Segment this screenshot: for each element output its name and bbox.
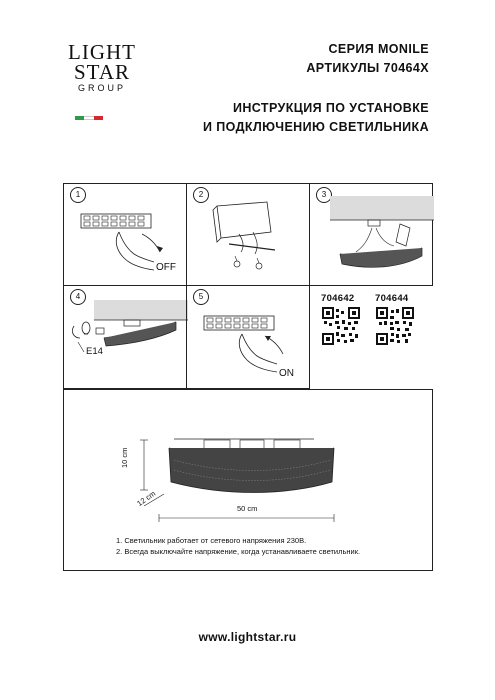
- qr-code-icon: [376, 307, 414, 345]
- dimensions-panel: [63, 389, 433, 571]
- depth-dimension: 12 cm: [135, 488, 158, 509]
- off-label: OFF: [156, 262, 176, 273]
- article-code-1: 704642: [321, 293, 355, 304]
- bulb-install-illustration: [64, 286, 188, 390]
- width-dimension: 50 cm: [237, 504, 258, 513]
- step-number: 3: [316, 187, 332, 203]
- note-2: 2. Всегда выключайте напряжение, когда устанавливаете светильник.: [116, 546, 361, 556]
- height-dimension: 10 cm: [120, 447, 129, 468]
- logo-line3: GROUP: [77, 83, 126, 93]
- series-title: СЕРИЯ MONILE: [328, 42, 429, 56]
- on-label: ON: [279, 368, 294, 379]
- instruction-title-line1: ИНСТРУКЦИЯ ПО УСТАНОВКЕ: [232, 101, 429, 115]
- fixture-attach-illustration: [310, 184, 434, 287]
- brand-logo: [62, 42, 142, 94]
- step-number: 5: [193, 289, 209, 305]
- step-number: 4: [70, 289, 86, 305]
- step-2-panel: [186, 183, 310, 286]
- qr-code-icon: [322, 307, 360, 345]
- step-3-panel: [309, 183, 433, 286]
- step-number: 1: [70, 187, 86, 203]
- note-1: 1. Светильник работает от сетевого напряжения 230В.: [116, 536, 307, 545]
- notes: [116, 536, 360, 557]
- website-url[interactable]: www.lightstar.ru: [198, 630, 297, 644]
- qr-codes-panel: [313, 293, 433, 383]
- italy-flag-icon: [75, 116, 103, 120]
- step-5-panel: [186, 285, 310, 389]
- e14-label: E14: [86, 346, 103, 357]
- step-4-panel: [63, 285, 187, 389]
- instruction-title-line2: И ПОДКЛЮЧЕНИЮ СВЕТИЛЬНИКА: [203, 120, 429, 134]
- step-1-panel: [63, 183, 187, 286]
- logo-line1: LIGHT: [68, 40, 136, 64]
- article-code-2: 704644: [375, 293, 409, 304]
- installation-steps-grid: [63, 183, 433, 389]
- mounting-bracket-illustration: [187, 184, 311, 287]
- articles-title: АРТИКУЛЫ 70464X: [306, 61, 429, 75]
- step-number: 2: [193, 187, 209, 203]
- logo-line2: STAR: [74, 60, 130, 84]
